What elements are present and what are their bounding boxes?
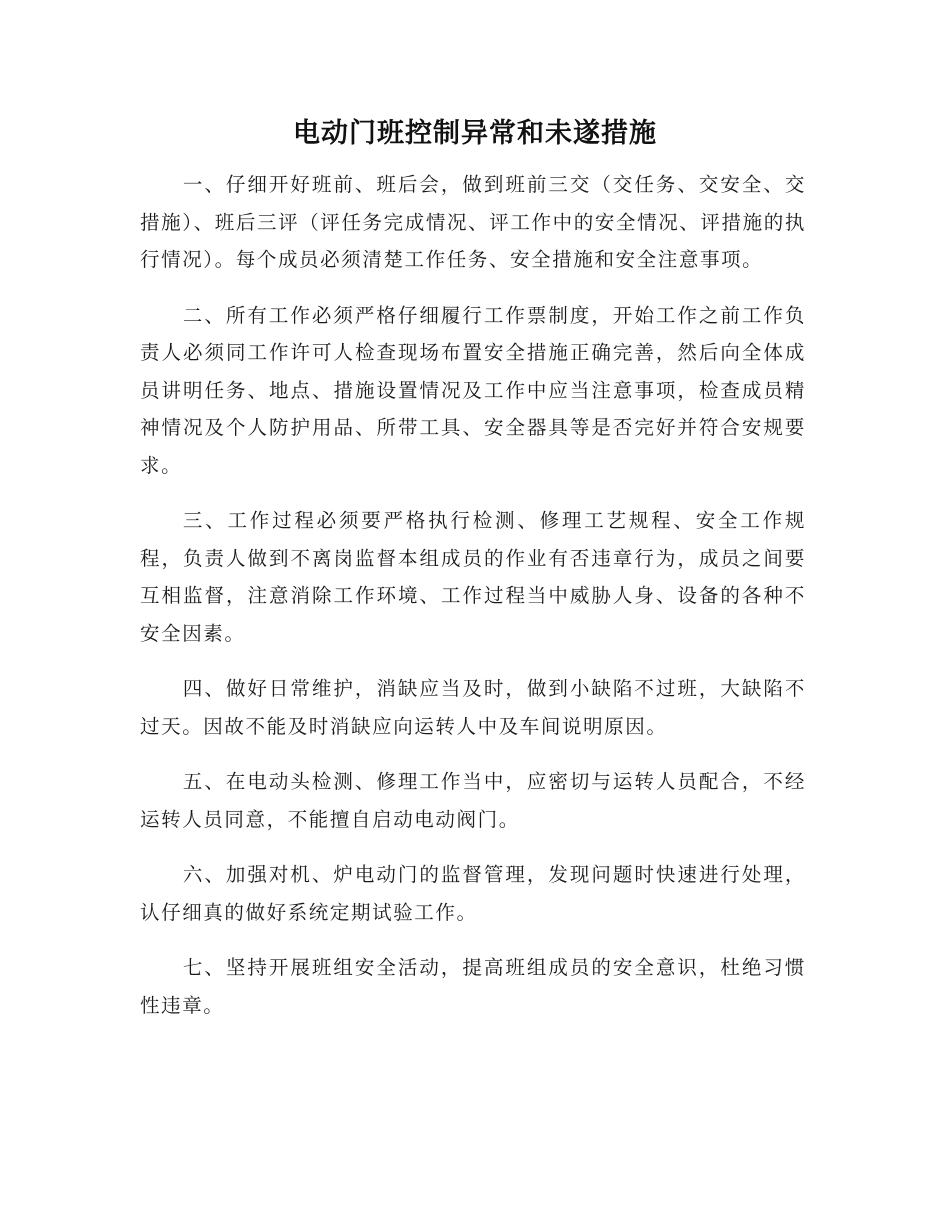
paragraph-4: 四、做好日常维护，消缺应当及时，做到小缺陷不过班，大缺陷不过天。因故不能及时消缺应向运转人中及车间说明原因。 [140,677,806,738]
paragraph-7: 七、坚持开展班组安全活动，提高班组成员的安全意识，杜绝习惯性违章。 [140,956,806,1017]
paragraph-1: 一、仔细开好班前、班后会，做到班前三交（交任务、交安全、交措施）、班后三评（评任务完成情况、评工作中的安全情况、评措施的执行情况）。每个成员必须清楚工作任务、安全措施和安全注意事项。 [140,173,806,271]
paragraph-2: 二、所有工作必须严格仔细履行工作票制度，开始工作之前工作负责人必须同工作许可人检查现场布置安全措施正确完善，然后向全体成员讲明任务、地点、措施设置情况及工作中应当注意事项，检查成员精神情况及个人防护用品、所带工具、安全器具等是否完好并符合安规要求。 [140,303,806,477]
paragraph-3: 三、工作过程必须要严格执行检测、修理工艺规程、安全工作规程，负责人做到不离岗监督本组成员的作业有否违章行为，成员之间要互相监督，注意消除工作环境、工作过程当中威胁人身、设备的各种不安全因素。 [140,509,806,645]
document-title: 电动门班控制异常和未遂措施 [293,118,657,149]
document-body [140,166,806,1042]
paragraph-5: 五、在电动头检测、修理工作当中，应密切与运转人员配合，不经运转人员同意，不能擅自启动电动阀门。 [140,770,806,831]
paragraph-6: 六、加强对机、炉电动门的监督管理，发现问题时快速进行处理，认仔细真的做好系统定期试验工作。 [140,863,806,924]
